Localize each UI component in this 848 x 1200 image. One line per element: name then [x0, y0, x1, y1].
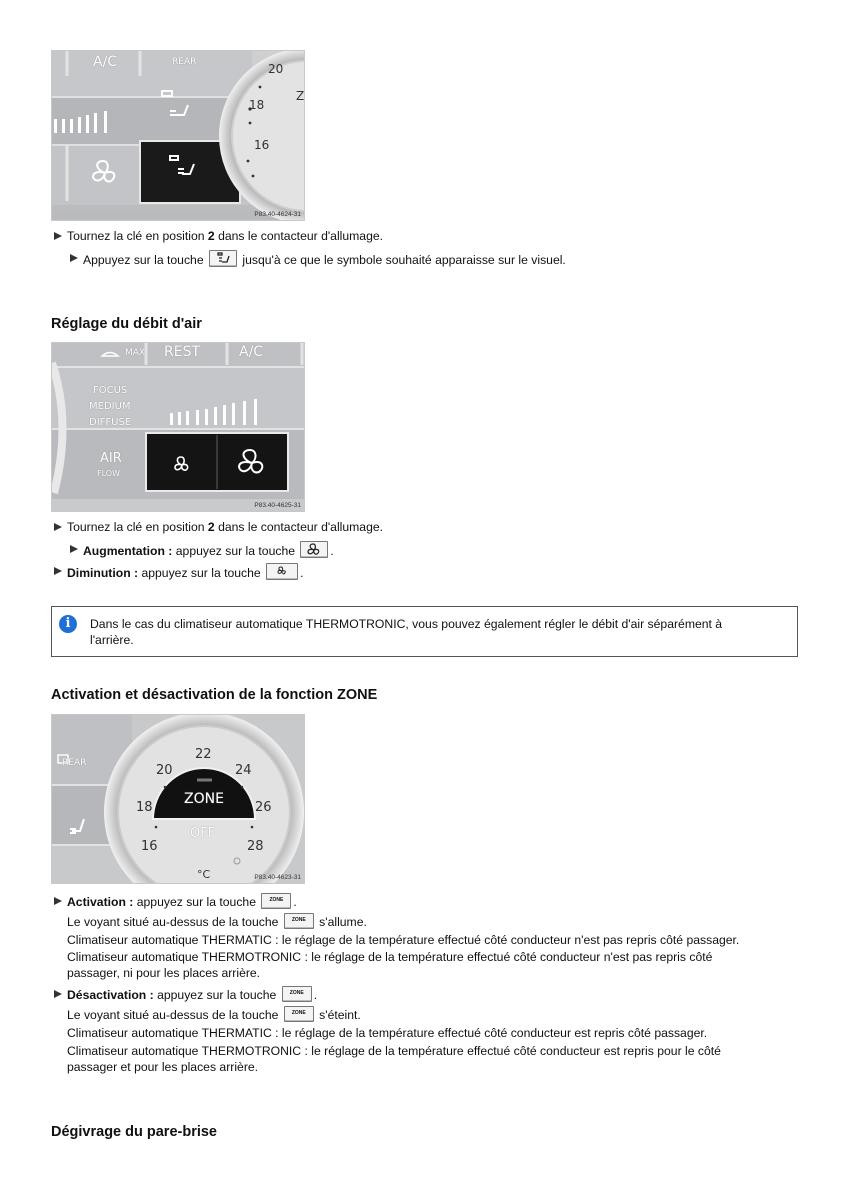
figure-zone — [51, 714, 305, 884]
deactivation-thermotronic-text-2: passager et pour les places arrière. — [67, 1060, 259, 1074]
bullet-icon — [54, 232, 62, 240]
temp-16-label: 16 — [141, 839, 158, 854]
rest-label: REST — [164, 344, 201, 360]
info-text-line-1: Dans le cas du climatiseur automatique THERMOTRONIC, vous pouvez également régler le débit d'air séparément à — [90, 617, 723, 631]
zone-key-icon: ZONE — [282, 986, 312, 1002]
fan-increase-key-icon — [300, 541, 328, 558]
temp-16-label: 16 — [254, 138, 270, 152]
off-label: OFF — [190, 826, 216, 841]
step-decrease: Diminution : appuyez sur la touche . — [67, 563, 304, 581]
focus-label: FOCUS — [93, 385, 128, 396]
fan-decrease-key-icon — [266, 563, 298, 580]
rear-label: REAR — [172, 57, 197, 67]
activation-thermatic-text: Climatiseur automatique THERMATIC : le réglage de la température effectué côté conducteur n'est pas repris côté passager. — [67, 933, 740, 947]
bullet-icon — [54, 897, 62, 905]
temp-22-label: 22 — [195, 747, 212, 762]
deactivation-thermatic-text: Climatiseur automatique THERMATIC : le réglage de la température effectué côté conducteur est repris côté passager. — [67, 1026, 708, 1040]
air-distribution-key-icon — [209, 250, 237, 267]
bullet-icon — [70, 254, 78, 262]
activation-thermotronic-text-2: passager, ni pour les places arrière. — [67, 966, 261, 980]
bullet-icon — [54, 990, 62, 998]
zone-key-icon: ZONE — [261, 893, 291, 909]
figure-caption: P83.40-4624-31 — [254, 211, 301, 218]
temp-18-label: 18 — [249, 98, 265, 112]
figure-caption: P83.40-4625-31 — [254, 502, 301, 509]
activation-thermotronic-text: Climatiseur automatique THERMOTRONIC : le réglage de la température effectué côté conducteur n'est pas repris côté — [67, 950, 713, 964]
info-text-line-2: l'arrière. — [90, 633, 134, 647]
air-distribution-panel-image — [52, 51, 304, 220]
info-icon: i — [59, 615, 77, 633]
step-increase: Augmentation : appuyez sur la touche . — [83, 541, 334, 559]
step-activation: Activation : appuyez sur la touche ZONE . — [67, 895, 297, 909]
temp-20-label: 20 — [268, 62, 284, 76]
rear-label: REAR — [62, 758, 87, 768]
figure-caption: P83.40-4623-31 — [254, 874, 301, 881]
deactivation-thermotronic-text: Climatiseur automatique THERMOTRONIC : le réglage de la température effectué côté conducteur est repris pour le côté — [67, 1044, 721, 1058]
medium-label: MEDIUM — [89, 401, 131, 412]
max-label: MAX — [125, 348, 146, 358]
unit-label: °C — [197, 868, 211, 881]
deactivation-indicator-text: Le voyant situé au-dessus de la touche ZONE s'éteint. — [67, 1008, 361, 1022]
section-title-air-flow: Réglage du débit d'air — [51, 316, 202, 332]
temp-18-label: 18 — [136, 800, 153, 815]
temp-28-label: 28 — [247, 839, 264, 854]
bullet-icon — [54, 523, 62, 531]
info-box — [51, 606, 798, 657]
zone-panel-image — [52, 715, 304, 883]
figure-air-distribution — [51, 50, 305, 221]
temp-24-label: 24 — [235, 763, 252, 778]
section-title-defrost: Dégivrage du pare-brise — [51, 1124, 217, 1140]
ac-label: A/C — [93, 54, 118, 70]
bullet-icon — [70, 545, 78, 553]
bullet-icon — [54, 567, 62, 575]
ac-label: A/C — [239, 344, 264, 360]
activation-indicator-text: Le voyant situé au-dessus de la touche ZONE s'allume. — [67, 915, 367, 929]
diffuse-label: DIFFUSE — [89, 417, 132, 428]
figure-air-flow — [51, 342, 305, 512]
temp-20-label: 20 — [156, 763, 173, 778]
zone-key-icon: ZONE — [284, 1006, 314, 1022]
temp-26-label: 26 — [255, 800, 272, 815]
air-label: AIR — [100, 451, 122, 466]
step-deactivation: Désactivation : appuyez sur la touche ZONE . — [67, 988, 318, 1002]
section-title-zone: Activation et désactivation de la fonction ZONE — [51, 687, 378, 703]
step-ignition: Tournez la clé en position 2 dans le contacteur d'allumage. — [67, 229, 384, 243]
step-air-distribution-key: Appuyez sur la touche jusqu'à ce que le symbole souhaité apparaisse sur le visuel. — [83, 250, 566, 268]
zone-key-icon: ZONE — [284, 913, 314, 929]
temp-z-label: Z — [296, 89, 305, 103]
flow-label: FLOW — [97, 469, 120, 478]
zone-button-label: ZONE — [184, 791, 224, 807]
step-ignition: Tournez la clé en position 2 dans le contacteur d'allumage. — [67, 520, 384, 534]
